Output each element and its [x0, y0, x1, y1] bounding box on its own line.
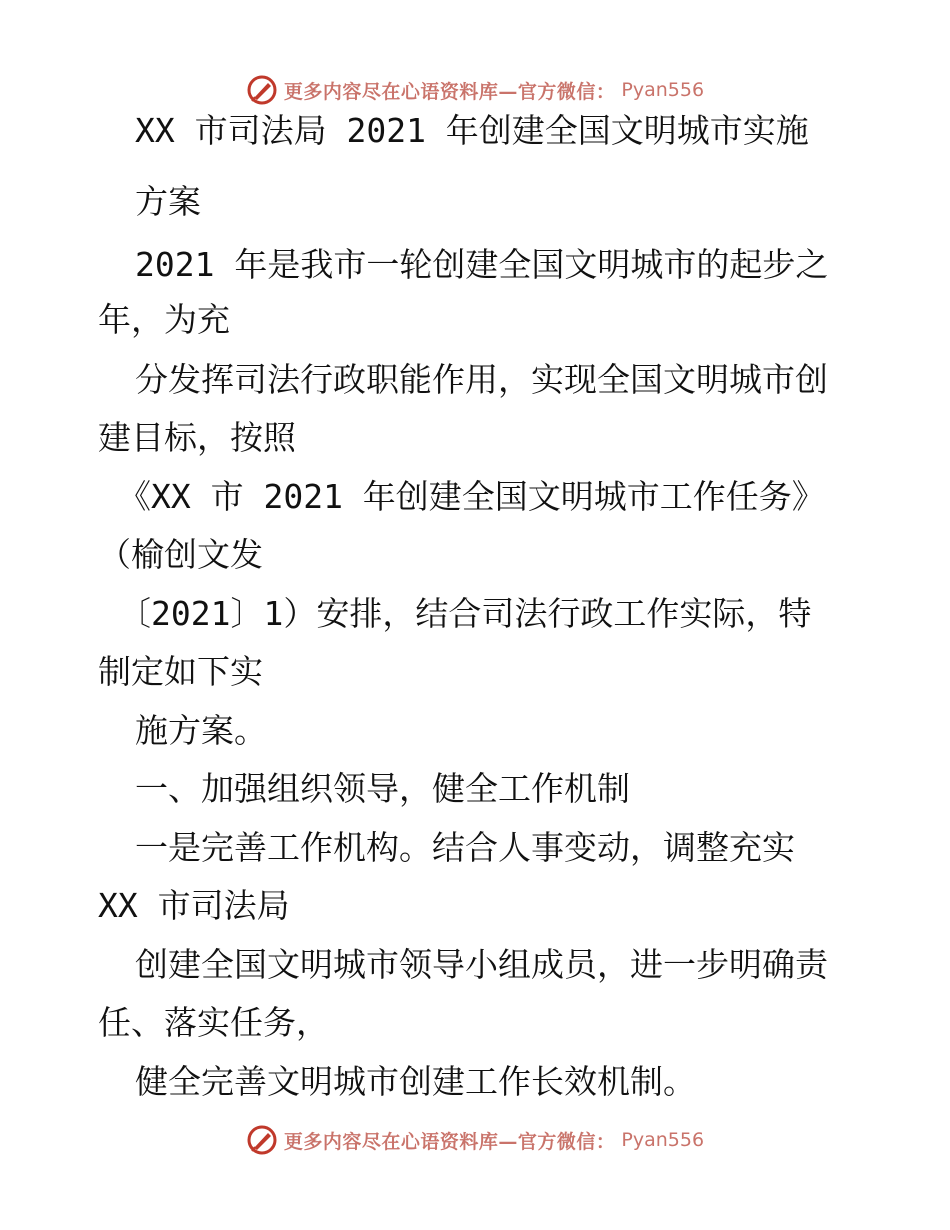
quill-logo-icon — [246, 74, 278, 106]
doc-line: 2021 年是我市一轮创建全国文明城市的起步之 — [135, 245, 829, 284]
banner-wechat-id: Pyan556 — [621, 1129, 705, 1151]
header-banner — [0, 70, 950, 110]
doc-line: XX 市司法局 — [98, 886, 290, 925]
doc-line: 〔2021〕1）安排，结合司法行政工作实际，特 — [118, 594, 812, 633]
section-heading: 一、加强组织领导，健全工作机制 — [135, 769, 630, 808]
doc-line: 一是完善工作机构。结合人事变动，调整充实 — [135, 828, 795, 867]
doc-line: 施方案。 — [135, 711, 267, 750]
doc-line: 年，为充 — [98, 300, 230, 339]
banner-text: 更多内容尽在心语资料库—官方微信： — [283, 1130, 616, 1153]
doc-line: 健全完善文明城市创建工作长效机制。 — [135, 1062, 696, 1101]
doc-line: 建目标，按照 — [98, 418, 296, 457]
doc-line: 制定如下实 — [98, 652, 263, 691]
doc-line: XX 市司法局 2021 年创建全国文明城市实施 — [135, 111, 809, 150]
doc-line: 创建全国文明城市领导小组成员，进一步明确责 — [135, 945, 828, 984]
doc-line: 方案 — [135, 182, 201, 221]
banner-wechat-id: Pyan556 — [621, 79, 705, 101]
doc-line: （榆创文发 — [98, 535, 263, 574]
banner-text: 更多内容尽在心语资料库—官方微信： — [283, 80, 616, 103]
quill-logo-icon — [246, 1124, 278, 1156]
doc-line: 任、落实任务， — [98, 1003, 329, 1042]
footer-banner — [0, 1120, 950, 1160]
doc-line: 《XX 市 2021 年创建全国文明城市工作任务》 — [118, 477, 825, 516]
doc-line: 分发挥司法行政职能作用，实现全国文明城市创 — [135, 360, 828, 399]
